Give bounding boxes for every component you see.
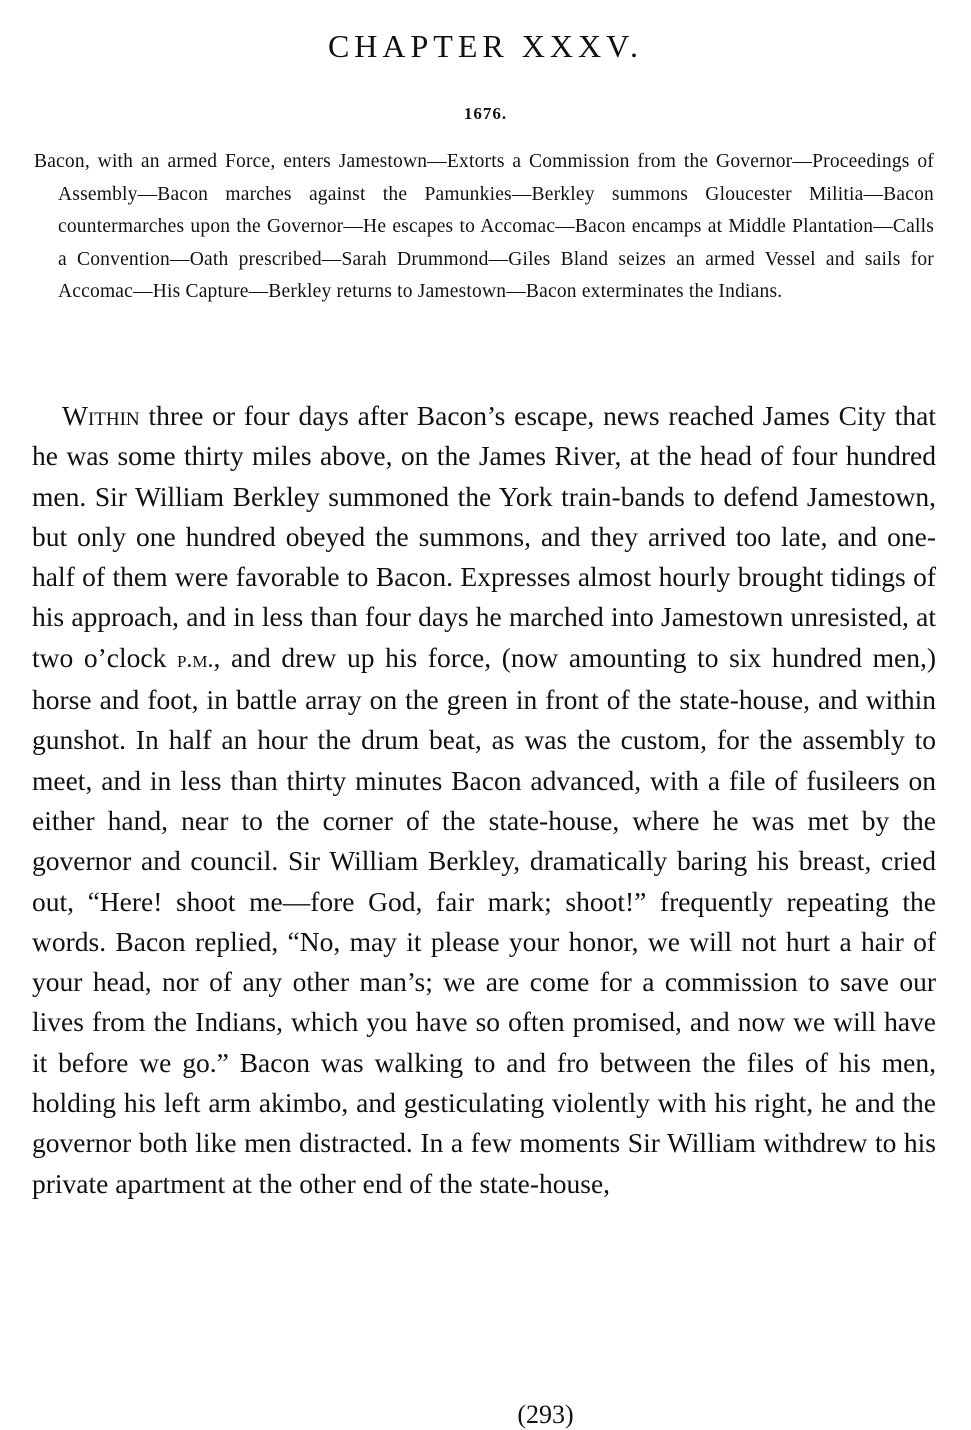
chapter-title: CHAPTER XXXV. <box>327 28 644 64</box>
summary-text: Bacon, with an armed Force, enters Jamestown—Extorts a Commission from the Governor—Proceedings of Assembly—Bacon marches against the Pamunkies—Berkley summons Gloucester Militia—Bacon countermarches upon the Governor—He escapes to Accomac—Bacon encamps at Middle Plantation—Calls a Convention—Oath prescribed—Sarah Drummond—Giles Bland seizes an armed Vessel and sails for Accomac—His Capture—Berkley returns to Jamestown—Bacon exterminates the Indians. <box>34 151 934 302</box>
body-text-part-1: three or four days after Bacon’s escape, news reached James City that he was some thirty miles above, on the James River, at the head of four hundred men. Sir William Berkley summoned the York train-bands to defend Jamestown, but only one hundred obeyed the summons, and they arrived too late, and one-half of them were favorable to Bacon. Expresses almost hourly brought tidings of his approach, and in less than four days he marched into Jamestown unresisted, at two o’clock <box>32 400 936 673</box>
chapter-year: 1676. <box>463 104 508 123</box>
body-paragraph <box>32 396 936 1204</box>
chapter-summary <box>34 146 934 309</box>
lead-word: Within <box>62 400 140 431</box>
body-text-part-2: , and drew up his force, (now amounting to six hundred men,) horse and foot, in battle array on the green in front of the state-house, and within gunshot. In half an hour the drum beat, as was the custom, for the assembly to meet, and in less than thirty minutes Bacon advanced, with a file of fusileers on either hand, near to the corner of the state-house, where he was met by the governor and council. Sir William Berkley, dramatically baring his breast, cried out, “Here! shoot me—fore God, fair mark; shoot!” frequently repeating the words. Bacon replied, “No, may it please your honor, we will not hurt a hair of your head, nor of any other man’s; we are come for a commission to save our lives from the Indians, which you have so often promised, and now we will have it before we go.” Bacon was walking to and fro between the files of his men, holding his left arm akimbo, and gesticulating violently with his right, he and the governor both like men distracted. In a few moments Sir William withdrew to his private apartment at the other end of the state-house, <box>32 641 936 1199</box>
body-text <box>32 396 936 1204</box>
page-number: (293) <box>517 1400 574 1429</box>
time-abbreviation: p.m. <box>176 646 214 673</box>
